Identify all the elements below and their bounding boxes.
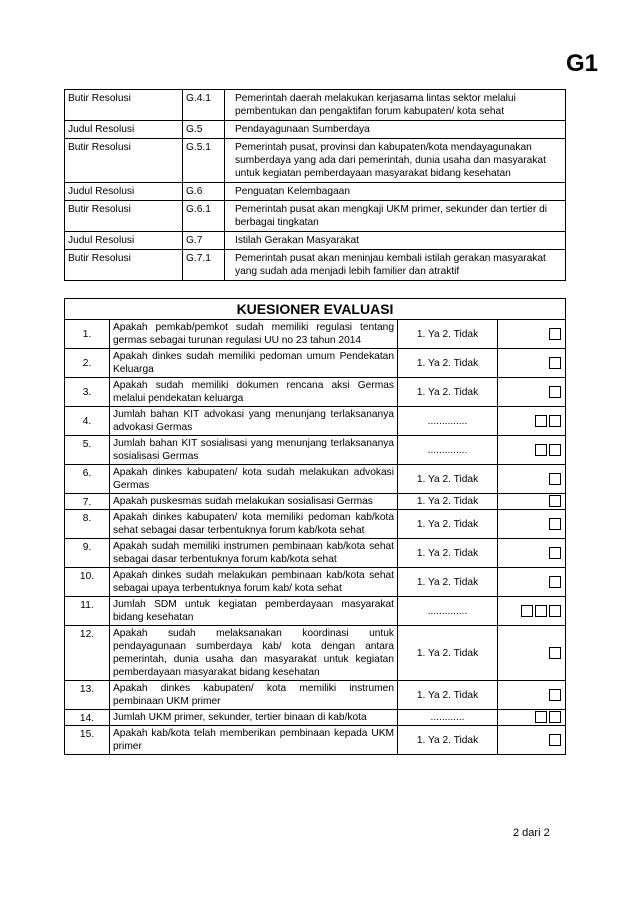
question-number: 4. (65, 407, 110, 436)
question-text: Jumlah SDM untuk kegiatan pemberdayaan masyarakat bidang kesehatan (110, 597, 398, 626)
resolution-code: G.7.1 (183, 250, 225, 281)
question-number: 12. (65, 626, 110, 681)
page-code: G1 (566, 50, 599, 77)
question-row (65, 349, 566, 378)
question-number: 1. (65, 320, 110, 349)
question-row (65, 726, 566, 755)
answer-checkbox[interactable] (549, 576, 561, 588)
resolution-code: G.6.1 (183, 201, 225, 232)
answer-boxes (498, 436, 566, 465)
answer-checkbox[interactable] (549, 734, 561, 746)
question-row (65, 568, 566, 597)
question-text: Apakah pemkab/pemkot sudah memiliki regulasi tentang germas sebagai turunan regulasi UU no 23 tahun 2014 (110, 320, 398, 349)
question-row (65, 494, 566, 510)
resolution-type: Butir Resolusi (65, 139, 183, 183)
resolution-type: Butir Resolusi (65, 90, 183, 121)
question-number: 7. (65, 494, 110, 510)
answer-boxes (498, 465, 566, 494)
answer-options: .............. (398, 436, 498, 465)
answer-options: 1. Ya 2. Tidak (398, 568, 498, 597)
resolution-row (65, 121, 566, 139)
answer-checkbox[interactable] (549, 357, 561, 369)
answer-checkbox[interactable] (549, 711, 561, 723)
answer-checkbox[interactable] (535, 444, 547, 456)
question-number: 13. (65, 681, 110, 710)
question-text: Apakah kab/kota telah memberikan pembinaan kepada UKM primer (110, 726, 398, 755)
answer-boxes (498, 494, 566, 510)
resolution-text: Pemerintah pusat akan mengkaji UKM primer, sekunder dan tertier di berbagai tingkatan (225, 201, 566, 232)
answer-checkbox[interactable] (535, 711, 547, 723)
question-row (65, 710, 566, 726)
resolution-text: Istilah Gerakan Masyarakat (225, 232, 566, 250)
question-text: Apakah sudah memiliki dokumen rencana aksi Germas melalui pendekatan keluarga (110, 378, 398, 407)
answer-checkbox[interactable] (549, 518, 561, 530)
question-row (65, 320, 566, 349)
question-text: Apakah puskesmas sudah melakukan sosialisasi Germas (110, 494, 398, 510)
answer-boxes (498, 597, 566, 626)
answer-boxes (498, 681, 566, 710)
question-number: 10. (65, 568, 110, 597)
question-number: 6. (65, 465, 110, 494)
answer-checkbox[interactable] (535, 605, 547, 617)
resolution-type: Judul Resolusi (65, 121, 183, 139)
answer-options: 1. Ya 2. Tidak (398, 539, 498, 568)
question-text: Jumlah UKM primer, sekunder, tertier binaan di kab/kota (110, 710, 398, 726)
answer-boxes (498, 407, 566, 436)
answer-boxes (498, 626, 566, 681)
answer-checkbox[interactable] (521, 605, 533, 617)
question-row (65, 378, 566, 407)
questionnaire-table (64, 298, 566, 755)
question-row (65, 436, 566, 465)
answer-options: .............. (398, 597, 498, 626)
question-text: Apakah dinkes sudah memiliki pedoman umum Pendekatan Keluarga (110, 349, 398, 378)
answer-options: 1. Ya 2. Tidak (398, 320, 498, 349)
resolution-type: Judul Resolusi (65, 183, 183, 201)
question-number: 9. (65, 539, 110, 568)
answer-options: 1. Ya 2. Tidak (398, 726, 498, 755)
resolution-text: Penguatan Kelembagaan (225, 183, 566, 201)
answer-options: 1. Ya 2. Tidak (398, 465, 498, 494)
answer-boxes (498, 320, 566, 349)
question-text: Apakah sudah memiliki instrumen pembinaan kab/kota sehat sebagai dasar terbentuknya forum kab/kota sehat (110, 539, 398, 568)
question-row (65, 597, 566, 626)
question-number: 5. (65, 436, 110, 465)
question-text: Apakah sudah melaksanakan koordinasi untuk pendayagunaan sumberdaya kab/ kota dengan antara pemerintah, dunia usaha dan masyarakat untuk kegiatan pemberdayaan masyarakat bidang kesehatan (110, 626, 398, 681)
answer-boxes (498, 378, 566, 407)
resolution-row (65, 250, 566, 281)
resolution-type: Butir Resolusi (65, 201, 183, 232)
answer-checkbox[interactable] (549, 444, 561, 456)
answer-options: 1. Ya 2. Tidak (398, 681, 498, 710)
answer-options: .............. (398, 407, 498, 436)
question-text: Jumlah bahan KIT sosialisasi yang menunjang terlaksananya sosialisasi Germas (110, 436, 398, 465)
resolution-type: Judul Resolusi (65, 232, 183, 250)
resolution-code: G.6 (183, 183, 225, 201)
resolution-code: G.4.1 (183, 90, 225, 121)
resolution-code: G.5 (183, 121, 225, 139)
answer-options: 1. Ya 2. Tidak (398, 378, 498, 407)
answer-options: 1. Ya 2. Tidak (398, 494, 498, 510)
question-number: 15. (65, 726, 110, 755)
resolution-type: Butir Resolusi (65, 250, 183, 281)
resolution-code: G.7 (183, 232, 225, 250)
question-row (65, 681, 566, 710)
question-number: 3. (65, 378, 110, 407)
question-text: Apakah dinkes sudah melakukan pembinaan kab/kota sehat sebagai upaya terbentuknya forum kab/ kota sehat (110, 568, 398, 597)
answer-checkbox[interactable] (549, 547, 561, 559)
resolution-text: Pendayagunaan Sumberdaya (225, 121, 566, 139)
answer-options: 1. Ya 2. Tidak (398, 626, 498, 681)
answer-boxes (498, 539, 566, 568)
resolution-row (65, 183, 566, 201)
question-number: 2. (65, 349, 110, 378)
resolution-text: Pemerintah pusat, provinsi dan kabupaten/kota mendayagunakan sumberdaya yang ada dari pemerintah, dunia usaha dan masyarakat untuk kegiatan pemberdayaan masyarakat bidang kesehatan (225, 139, 566, 183)
resolution-table (64, 89, 566, 281)
answer-boxes (498, 726, 566, 755)
question-text: Apakah dinkes kabupaten/ kota memiliki pedoman kab/kota sehat sebagai dasar terbentuknya forum kab/kota sehat (110, 510, 398, 539)
page-number: 2 dari 2 (513, 827, 550, 839)
answer-checkbox[interactable] (549, 415, 561, 427)
resolution-row (65, 90, 566, 121)
question-number: 14. (65, 710, 110, 726)
resolution-text: Pemerintah pusat akan meninjau kembali istilah gerakan masyarakat yang sudah ada menjadi lebih familier dan atraktif (225, 250, 566, 281)
question-row (65, 465, 566, 494)
resolution-text: Pemerintah daerah melakukan kerjasama lintas sektor melalui pembentukan dan pengaktifan forum kabupaten/ kota sehat (225, 90, 566, 121)
answer-checkbox[interactable] (549, 473, 561, 485)
answer-checkbox[interactable] (535, 415, 547, 427)
answer-options: 1. Ya 2. Tidak (398, 510, 498, 539)
question-number: 8. (65, 510, 110, 539)
question-text: Jumlah bahan KIT advokasi yang menunjang terlaksananya advokasi Germas (110, 407, 398, 436)
question-number: 11. (65, 597, 110, 626)
question-text: Apakah dinkes kabupaten/ kota sudah melakukan advokasi Germas (110, 465, 398, 494)
question-row (65, 407, 566, 436)
resolution-row (65, 232, 566, 250)
answer-boxes (498, 510, 566, 539)
question-text: Apakah dinkes kabupaten/ kota memiliki instrumen pembinaan UKM primer (110, 681, 398, 710)
answer-boxes (498, 349, 566, 378)
question-row (65, 510, 566, 539)
answer-options: ............ (398, 710, 498, 726)
resolution-code: G.5.1 (183, 139, 225, 183)
answer-checkbox[interactable] (549, 495, 561, 507)
resolution-row (65, 139, 566, 183)
answer-boxes (498, 568, 566, 597)
question-row (65, 626, 566, 681)
answer-boxes (498, 710, 566, 726)
answer-checkbox[interactable] (549, 605, 561, 617)
answer-checkbox[interactable] (549, 647, 561, 659)
questionnaire-title: KUESIONER EVALUASI (65, 299, 566, 320)
resolution-row (65, 201, 566, 232)
question-row (65, 539, 566, 568)
answer-checkbox[interactable] (549, 689, 561, 701)
answer-checkbox[interactable] (549, 386, 561, 398)
answer-checkbox[interactable] (549, 328, 561, 340)
answer-options: 1. Ya 2. Tidak (398, 349, 498, 378)
